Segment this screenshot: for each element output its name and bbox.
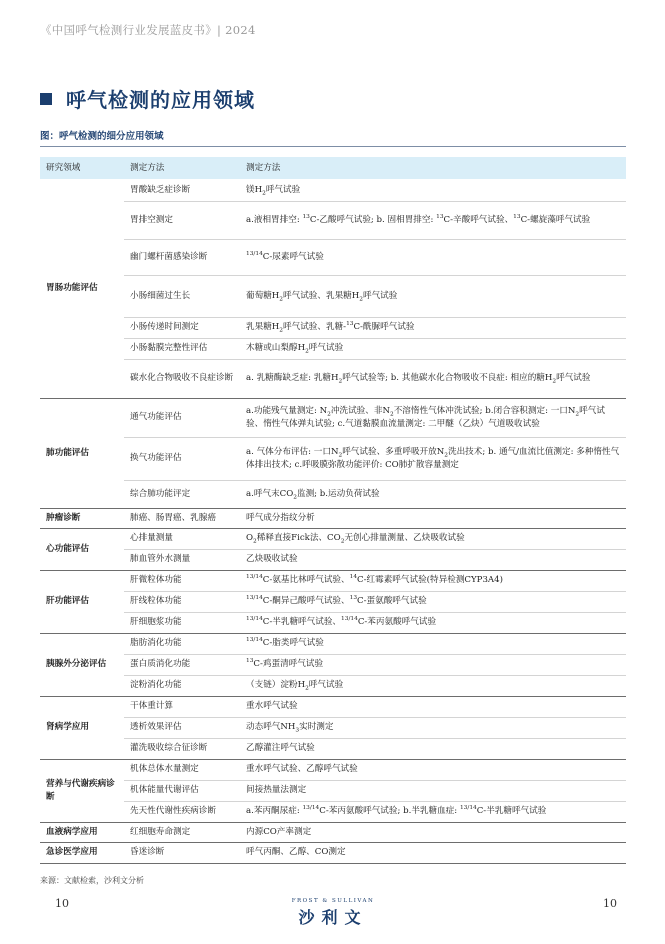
item-cell: 淀粉消化功能 bbox=[124, 675, 240, 696]
method-cell: $^{13/14}$C-酮异己酸呼气试验、$^{13}$C-蛋氨酸呼气试验 bbox=[240, 591, 626, 612]
category-cell: 肾病学应用 bbox=[40, 696, 124, 759]
table-row bbox=[40, 591, 626, 612]
caption-divider bbox=[40, 146, 626, 147]
category-cell: 胃肠功能评估 bbox=[40, 179, 124, 398]
method-cell: （支链）淀粉$H_2$呼气试验 bbox=[240, 675, 626, 696]
table-row bbox=[40, 437, 626, 480]
table-row bbox=[40, 201, 626, 239]
item-cell: 肺癌、肠胃癌、乳腺癌 bbox=[124, 508, 240, 528]
section-square-icon bbox=[40, 93, 52, 105]
section-title bbox=[40, 84, 255, 113]
table-row bbox=[40, 317, 626, 338]
logo-english: FROST & SULLIVAN bbox=[291, 898, 375, 904]
item-cell: 碳水化合物吸收不良症诊断 bbox=[124, 359, 240, 398]
method-cell: $^{13/14}$C-半乳糖呼气试验、$^{13/14}$C-苯丙氨酸呼气试验 bbox=[240, 612, 626, 633]
table-row bbox=[40, 239, 626, 275]
method-cell: 葡萄糖$H_2$呼气试验、乳果糖$H_2$呼气试验 bbox=[240, 275, 626, 317]
page-number-right: 10 bbox=[603, 897, 617, 910]
category-cell: 肺功能评估 bbox=[40, 398, 124, 508]
method-cell: 动态呼气$NH_3$实时测定 bbox=[240, 717, 626, 738]
category-cell: 肿瘤诊断 bbox=[40, 508, 124, 528]
application-table bbox=[40, 157, 626, 864]
item-cell: 先天性代谢性疾病诊断 bbox=[124, 801, 240, 822]
table-row bbox=[40, 759, 626, 780]
method-cell: 内源CO产率测定 bbox=[240, 822, 626, 842]
method-cell: a. 乳糖酶缺乏症: 乳糖$H_2$呼气试验等; b. 其他碳水化合物吸收不良症: 相应的糖$H_2$呼气试验 bbox=[240, 359, 626, 398]
method-cell: 乙炔吸收试验 bbox=[240, 549, 626, 570]
item-cell: 小肠传递时间测定 bbox=[124, 317, 240, 338]
item-cell: 小肠细菌过生长 bbox=[124, 275, 240, 317]
item-cell: 干体重计算 bbox=[124, 696, 240, 717]
category-cell: 胰腺外分泌评估 bbox=[40, 633, 124, 696]
category-cell: 营养与代谢疾病诊断 bbox=[40, 759, 124, 822]
table-row bbox=[40, 359, 626, 398]
table-row bbox=[40, 398, 626, 437]
method-cell: 木糖或山梨醇$H_2$呼气试验 bbox=[240, 338, 626, 359]
method-cell: 间接热量法测定 bbox=[240, 780, 626, 801]
source-note: 来源：文献检索，沙利文分析 bbox=[40, 876, 144, 885]
item-cell: 透析效果评估 bbox=[124, 717, 240, 738]
item-cell: 肝线粒体功能 bbox=[124, 591, 240, 612]
logo-chinese: 沙利文 bbox=[298, 908, 368, 927]
table-row bbox=[40, 696, 626, 717]
table-row bbox=[40, 780, 626, 801]
figure-caption: 图：呼气检测的细分应用领域 bbox=[40, 131, 164, 142]
method-cell: 乳果糖$H_2$呼气试验、乳糖-$^{13}$C-酰脲呼气试验 bbox=[240, 317, 626, 338]
item-cell: 机体能量代谢评估 bbox=[124, 780, 240, 801]
header-research-field: 研究领域 bbox=[40, 157, 124, 179]
item-cell: 蛋白质消化功能 bbox=[124, 654, 240, 675]
item-cell: 胃排空测定 bbox=[124, 201, 240, 239]
item-cell: 肝细胞浆功能 bbox=[124, 612, 240, 633]
method-cell: 重水呼气试验 bbox=[240, 696, 626, 717]
table-row bbox=[40, 801, 626, 822]
item-cell: 通气功能评估 bbox=[124, 398, 240, 437]
table-row bbox=[40, 275, 626, 317]
table-row bbox=[40, 480, 626, 508]
table-body bbox=[40, 179, 626, 863]
method-cell: a.呼气末$CO_2$监测; b.运动负荷试验 bbox=[240, 480, 626, 508]
item-cell: 肝微粒体功能 bbox=[124, 570, 240, 591]
table-row bbox=[40, 633, 626, 654]
item-cell: 肺血管外水测量 bbox=[124, 549, 240, 570]
table-row bbox=[40, 738, 626, 759]
item-cell: 幽门螺杆菌感染诊断 bbox=[124, 239, 240, 275]
method-cell: $^{13}$C-鸡蛋清呼气试验 bbox=[240, 654, 626, 675]
item-cell: 小肠黏膜完整性评估 bbox=[124, 338, 240, 359]
method-cell: a.液相胃排空: $^{13}$C-乙酸呼气试验; b. 固相胃排空: $^{13}$C-辛酸呼气试验、$^{13}$C-螺旋藻呼气试验 bbox=[240, 201, 626, 239]
table-row bbox=[40, 179, 626, 201]
report-header: 《中国呼气检测行业发展蓝皮书》| 2024 bbox=[40, 23, 256, 37]
item-cell: 机体总体水量测定 bbox=[124, 759, 240, 780]
category-cell: 肝功能评估 bbox=[40, 570, 124, 633]
method-cell: a. 气体分布评估: 一口$N_2$呼气试验、多重呼吸开放$N_2$洗出技术; b. 通气/血流比值测定: 多种惰性气体排出技术; c.呼吸膜弥散功能评价: CO肺扩散容量测定 bbox=[240, 437, 626, 480]
item-cell: 胃酸缺乏症诊断 bbox=[124, 179, 240, 201]
method-cell: 呼气丙酮、乙醇、CO测定 bbox=[240, 842, 626, 863]
method-cell: $^{13/14}$C-脂类呼气试验 bbox=[240, 633, 626, 654]
table-row bbox=[40, 570, 626, 591]
category-cell: 急诊医学应用 bbox=[40, 842, 124, 863]
method-cell: $^{13/14}$C-尿素呼气试验 bbox=[240, 239, 626, 275]
item-cell: 心排量测量 bbox=[124, 528, 240, 549]
method-cell: 重水呼气试验、乙醇呼气试验 bbox=[240, 759, 626, 780]
page-number-left: 10 bbox=[55, 897, 69, 910]
method-cell: a.功能残气量测定: $N_2$冲洗试验、非$N_2$不溶惰性气体冲洗试验; b.闭合容积测定: 一口$N_2$呼气试验、惰性气体弹丸试验; c.气道黏膜血流量测定: 二甲醚（乙炔）气道吸收试验 bbox=[240, 398, 626, 437]
category-cell: 心功能评估 bbox=[40, 528, 124, 570]
section-title-text: 呼气检测的应用领域 bbox=[66, 88, 255, 112]
table-row bbox=[40, 675, 626, 696]
table-row bbox=[40, 822, 626, 842]
table-row bbox=[40, 528, 626, 549]
method-cell: $O_2$稀释直接Fick法、$CO_2$无创心排量测量、乙炔吸收试验 bbox=[240, 528, 626, 549]
table-row bbox=[40, 612, 626, 633]
table-row bbox=[40, 842, 626, 863]
table-row bbox=[40, 654, 626, 675]
item-cell: 综合肺功能评定 bbox=[124, 480, 240, 508]
header-method: 测定方法 bbox=[124, 157, 240, 179]
item-cell: 昏迷诊断 bbox=[124, 842, 240, 863]
table-header-row bbox=[40, 157, 626, 179]
table-row bbox=[40, 508, 626, 528]
method-cell: a.苯丙酮尿症: $^{13/14}$C-苯丙氨酸呼气试验; b.半乳糖血症: $^{13/14}$C-半乳糖呼气试验 bbox=[240, 801, 626, 822]
item-cell: 红细胞寿命测定 bbox=[124, 822, 240, 842]
method-cell: 镁$H_2$呼气试验 bbox=[240, 179, 626, 201]
table-row bbox=[40, 338, 626, 359]
method-cell: 呼气成分指纹分析 bbox=[240, 508, 626, 528]
header-method-detail: 测定方法 bbox=[240, 157, 626, 179]
item-cell: 灌洗吸收综合征诊断 bbox=[124, 738, 240, 759]
item-cell: 脂肪消化功能 bbox=[124, 633, 240, 654]
table-row bbox=[40, 717, 626, 738]
table-row bbox=[40, 549, 626, 570]
item-cell: 换气功能评估 bbox=[124, 437, 240, 480]
category-cell: 血液病学应用 bbox=[40, 822, 124, 842]
frost-sullivan-logo bbox=[283, 898, 383, 928]
method-cell: $^{13/14}$C-氨基比林呼气试验、$^{14}$C-红霉素呼气试验(特异检测CYP3A4) bbox=[240, 570, 626, 591]
method-cell: 乙醇灌注呼气试验 bbox=[240, 738, 626, 759]
